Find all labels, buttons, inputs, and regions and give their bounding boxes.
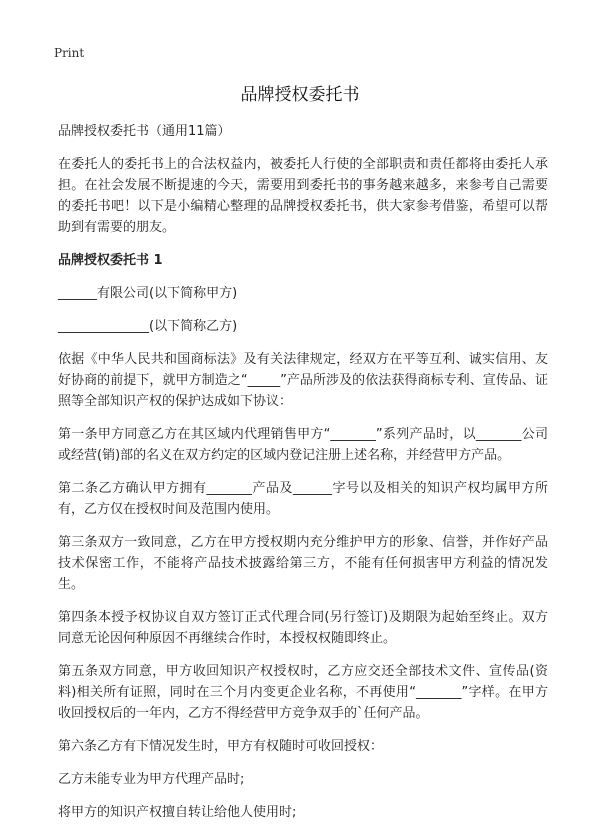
article-2-paragraph: 第二条乙方确认甲方拥有_______产品及______字号以及相关的知识产权均属甲方所有，乙方仅在授权时间及范围内使用。 bbox=[58, 481, 548, 517]
party-a-line: ______有限公司(以下简称甲方) bbox=[58, 286, 238, 301]
condition-item-1: 乙方未能专业为甲方代理产品时; bbox=[58, 772, 245, 787]
article-3-paragraph: 第三条双方一致同意，乙方在甲方授权期内充分维护甲方的形象、信誉，并作好产品技术保密工作，不能将产品技术披露给第三方，不能有任何损害甲方利益的情况发生。 bbox=[58, 535, 548, 592]
document-subtitle: 品牌授权委托书（通用11篇） bbox=[58, 124, 231, 139]
intro-paragraph: 在委托人的委托书上的合法权益内，被委托人行使的全部职责和责任都将由委托人承担。在社会发展不断提速的今天，需要用到委托书的事务越来越多，来参考自己需要的委托书吧！以下是小编精心整理的品牌授权委托书，供大家参考借鉴，希望可以帮助到有需要的朋友。 bbox=[58, 157, 548, 235]
document-title: 品牌授权委托书 bbox=[240, 85, 360, 105]
party-b-line: ______________(以下简称乙方) bbox=[58, 319, 238, 334]
section-heading: 品牌授权委托书 1 bbox=[58, 253, 163, 268]
article-5-paragraph: 第五条双方同意，甲方收回知识产权授权时，乙方应交还全部技术文件、宣传品(资料)相关所有证照，同时在三个月内变更企业名称，不再使用“_______”字样。在甲方收回授权后的一年内，乙方不得经营甲方竞争双手的`任何产品。 bbox=[58, 664, 548, 721]
article-4-paragraph: 第四条本授予权协议自双方签订正式代理合同(另行签订)及期限为起始至终止。双方同意无论因何种原因不再继续合作时，本授权权随即终止。 bbox=[58, 610, 548, 646]
preamble-paragraph: 依据《中华人民共和国商标法》及有关法律规定，经双方在平等互利、诚实信用、友好协商的前提下，就甲方制造之“_____”产品所涉及的依法获得商标专利、宣传品、证照等全部知识产权的保护达成如下协议： bbox=[58, 352, 548, 409]
article-6-paragraph: 第六条乙方有下情况发生时，甲方有权随时可收回授权： bbox=[58, 739, 384, 754]
condition-item-2: 将甲方的知识产权擅自转让给他人使用时; bbox=[58, 805, 297, 820]
document-body bbox=[58, 121, 548, 835]
print-link[interactable]: Print bbox=[54, 46, 85, 60]
article-1-paragraph: 第一条甲方同意乙方在其区域内代理销售甲方“_______”系列产品时，以_______公司或经营(销)部的名义在双方约定的区域内登记注册上述名称，并经营甲方产品。 bbox=[58, 427, 548, 463]
